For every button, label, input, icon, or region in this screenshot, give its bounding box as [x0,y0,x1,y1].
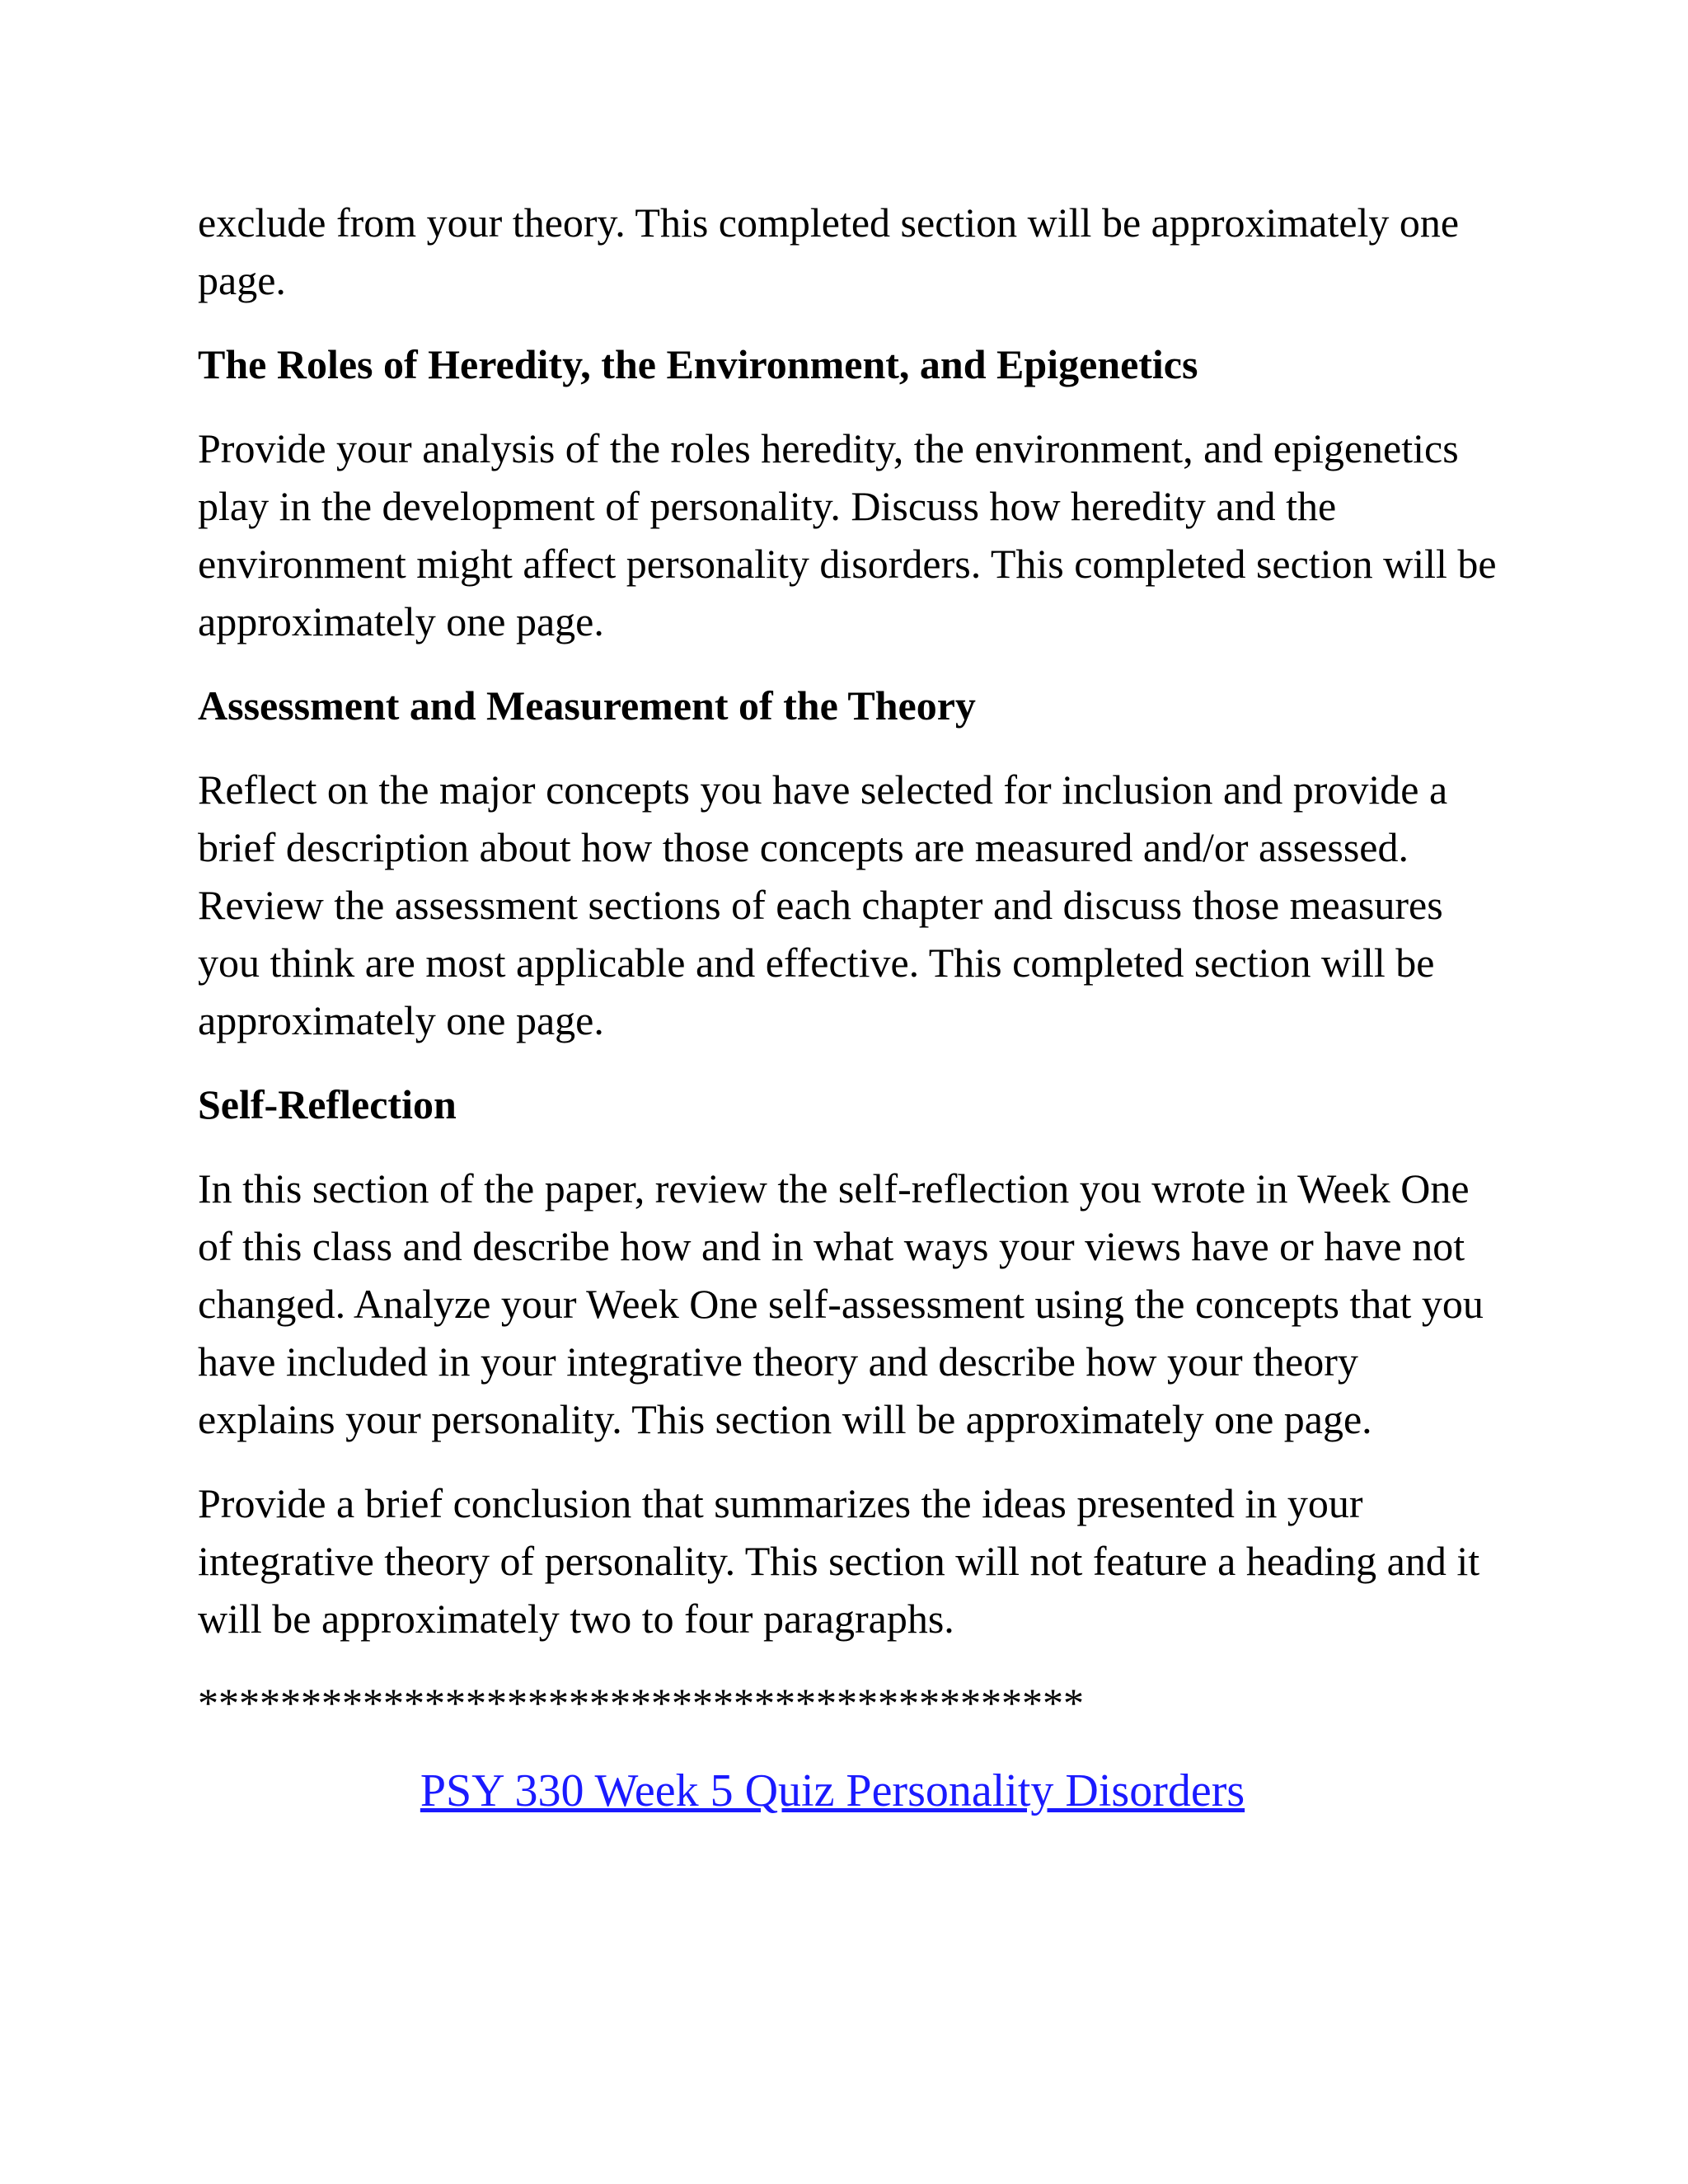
paragraph-assessment: Reflect on the major concepts you have selected for inclusion and provide a brief description about how those concepts are measured and/or assessed. Review the assessment sections of each chapter and discuss those measures you think are most applicable and effective. This completed section will be approximately one page. [198,766,1448,1043]
paragraph-heredity: Provide your analysis of the roles heredity, the environment, and epigenetics play in the development of personality. Discuss how heredity and the environment might affect personality disorders. This completed section will be approximately one page. [198,425,1497,644]
section-heading-self-reflection: Self-Reflection [198,1081,457,1127]
document-body [198,194,1500,1824]
section-heading-heredity: The Roles of Heredity, the Environment, and Epigenetics [198,341,1198,387]
paragraph-intro-continuation: exclude from your theory. This completed section will be approximately one page. [198,199,1460,303]
paragraph-conclusion: Provide a brief conclusion that summarizes the ideas presented in your integrative theory of personality. This section will not feature a heading and it will be approximately two to four paragraphs. [198,1480,1480,1642]
paragraph-self-reflection: In this section of the paper, review the self-reflection you wrote in Week One of this class and describe how and in what ways your views have or have not changed. Analyze your Week One self-assessment using the concepts that you have included in your integrative theory and describe how your theory explains your personality. This section will be approximately one page. [198,1165,1484,1442]
link-container [198,1758,1467,1824]
quiz-link[interactable]: PSY 330 Week 5 Quiz Personality Disorders [420,1765,1245,1816]
section-heading-assessment: Assessment and Measurement of the Theory [198,682,976,729]
separator-asterisks: ******************************************* [198,1680,1084,1726]
